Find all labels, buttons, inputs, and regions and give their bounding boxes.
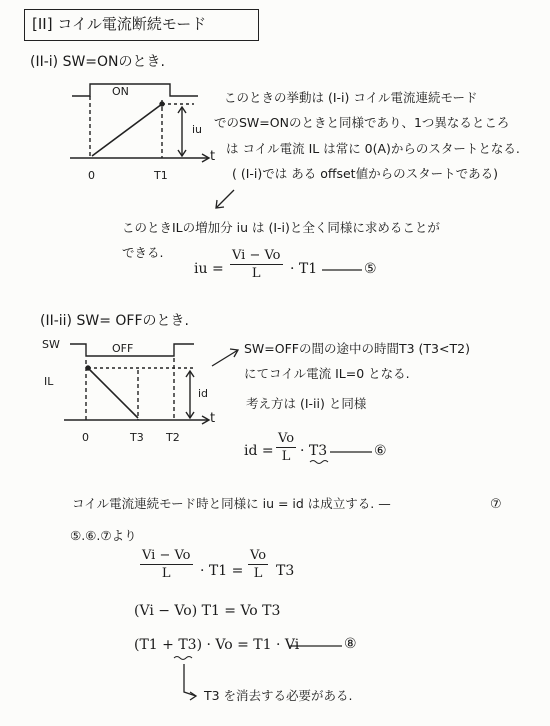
pointer-arrow-2 [212,349,238,366]
on-label: ON [112,85,129,98]
step3-t3-underline [174,657,192,660]
eq5-tail: · T1 [290,261,318,277]
eq5-fraction [230,248,283,281]
note1-line1: このときの挙動は (I-i) コイル電流連続モード [224,90,478,105]
eq6-denominator: L [281,449,291,464]
footer-note: T3 を消去する必要がある. [204,688,353,703]
note2-line3: 考え方は (I-ii) と同様 [246,396,367,411]
from-line: ⑤.⑥.⑦より [70,528,137,543]
eq5-denominator: L [251,266,261,281]
axis-zero-label-2: 0 [82,431,89,444]
axis-zero-label-1: 0 [88,169,95,182]
step1-left-numerator: Vi − Vo [142,548,191,563]
eq6-fraction [276,431,296,464]
eq6-lhs: id = [244,443,274,459]
axis-t2-label: T2 [166,431,180,444]
eq5-numerator: Vi − Vo [232,248,281,263]
note1-line4: ( (I-i)では ある offset値からのスタートである) [232,166,498,181]
note2-line1: SW=OFFの間の途中の時間T3 (T3<T2) [244,341,470,356]
increment-line1: このときILの増加分 iu は (I-i)と全く同様に求めることが [122,220,440,235]
increment-line2: できる. [122,245,164,260]
eq5-number: ⑤ [364,261,377,277]
off-timing-diagram [64,344,209,424]
step1-right-denominator: L [253,566,263,581]
il-axis-label: IL [44,375,54,388]
off-label: OFF [112,342,134,355]
on-timing-diagram [70,84,209,162]
id-label: id [198,387,209,400]
section1-heading: (II-i) SW=ONのとき. [30,54,165,70]
axis-t-label-1: t [210,149,216,164]
note1-line3: は コイル電流 IL は常に 0(A)からのスタートとなる. [226,141,520,156]
axis-t-label-2: t [210,411,216,426]
step1-mid: · T1 = [200,563,244,579]
il-ramp-up [92,104,162,156]
step1-right-numerator: Vo [250,548,267,563]
step1-right-fraction [248,548,268,581]
condition-number: ⑦ [490,497,502,512]
pointer-arrow-3 [184,664,196,700]
eq6-number: ⑥ [374,443,387,459]
eq6-t3-underline [310,461,328,464]
eq8-number: ⑧ [344,636,357,652]
sw-on-waveform [72,84,198,96]
axis-t1-label: T1 [154,169,168,182]
step3-equation: (T1 + T3) · Vo = T1 · Vi [134,637,300,653]
note2-line2: にてコイル電流 IL=0 となる. [244,366,410,381]
section2-heading: (II-ii) SW= OFFのとき. [40,313,189,329]
step2-equation: (Vi − Vo) T1 = Vo T3 [134,603,281,619]
page-title: [II] コイル電流断続モード [32,15,207,33]
note1-line2: でのSW=ONのときと同様であり、1つ異なるところ [214,115,510,130]
condition-line: コイル電流連続モード時と同様に iu = id は成立する. — [72,496,391,511]
step1-tail: T3 [276,563,295,579]
eq6-numerator: Vo [278,431,295,446]
step1-left-fraction [140,548,193,581]
iu-label: iu [192,123,203,136]
sw-axis-label: SW [42,338,60,351]
eq5-lhs: iu = [194,261,224,277]
eq6-tail: · T3 [300,443,328,459]
pointer-arrow-1 [216,190,234,208]
step1-left-denominator: L [161,566,171,581]
il-ramp-down [88,368,138,418]
axis-t3-label: T3 [130,431,144,444]
